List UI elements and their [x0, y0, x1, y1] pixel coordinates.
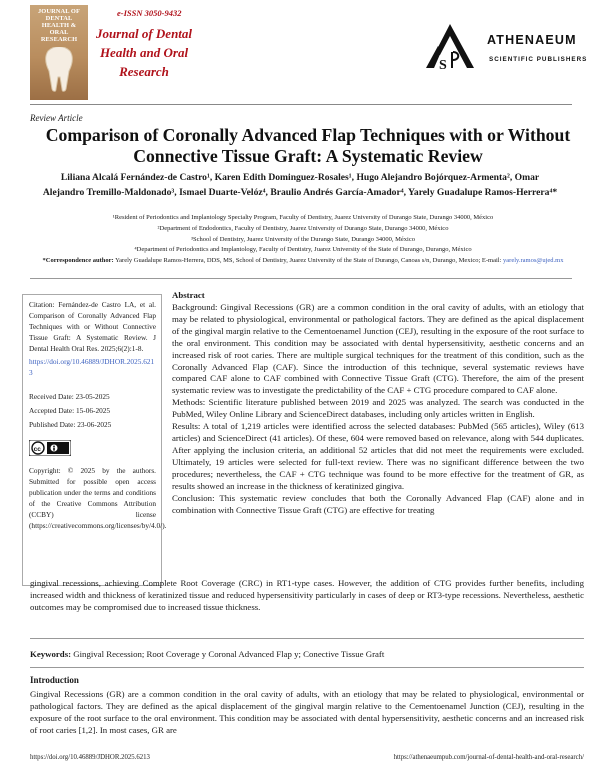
abstract-wide: [30, 577, 584, 613]
affiliation-1: ¹Resident of Periodontics and Implantology Specialty Program, Faculty of Dentistry, Juarez University of Durango State, Durango 34000, México: [112, 214, 494, 221]
keywords: [30, 649, 384, 659]
author-list: Liliana Alcalá Fernández-de Castro¹, Karen Edith Dominguez-Rosales¹, Hugo Alejandro Bojórquez-Armenta², Omar Alejandro Tremillo-Maldonado³, Ismael Duarte-Velóz⁴, Braulio Andrés García-Amador⁴, Yarely Guadalupe Ramos-Herrera⁴*: [42, 172, 558, 198]
cover-text: JOURNAL OF DENTAL HEALTH & ORAL RESEARCH: [37, 8, 80, 43]
footer-journal-url[interactable]: https://athenaeumpub.com/journal-of-dental-health-and-oral-research/: [393, 754, 584, 761]
footer-doi-link[interactable]: https://doi.org/10.46889/JDHOR.2025.6213: [30, 754, 150, 761]
athenaeum-logo-icon: [420, 22, 482, 70]
article-title: Comparison of Coronally Advanced Flap Techniques with or Without Connective Tissue Graft: A Systematic Review: [45, 125, 571, 166]
correspondence: [38, 256, 568, 267]
introduction: [30, 688, 584, 736]
abstract-results: Results: A total of 1,219 articles were identified across the selected databases: PubMed (565 articles), Wiley (613 articles) and ScienceDirect (41 articles). Of these, 604 were removed based on relevance, along with 544 duplicates. After applying the inclusion criteria, an additional 52 articles that did not meet the requirements were excluded. Ultimately, 19 articles were selected for full-text review. There was no significant difference between the two procedures; nevertheless, the CAF + CTG technique was found to be more effective for the treatment of GR, as results showed an increase in the thickness of keratinized gingiva.: [172, 421, 584, 491]
abstract-conclusion-end: gingival recessions, achieving Complete Root Coverage (CRC) in RT1-type cases. However, the addition of CTG provides further benefits, including increased width and thickness of keratinized tissue and reduced hypersensitivity particularly in cases of deep or RT3-type recessions. Nevertheless, aesthetic outcomes may be compromised due to increased tissue thickness.: [30, 578, 584, 612]
affiliation-3: ³School of Dentistry, Juarez University of the Durango State, Durango 34000, México: [191, 235, 415, 243]
correspondence-email-link[interactable]: yarely.ramos@ujed.mx: [503, 257, 564, 265]
accepted-date: Accepted Date: 15-06-2025: [29, 406, 111, 415]
affiliations: [38, 213, 568, 267]
abstract-methods: Methods: Scientific literature published between 2019 and 2025 was analyzed. The search was conducted in the PubMed, Wiley Online Library and ScienceDirect databases, including only articles written in English.: [172, 397, 584, 420]
doi-link[interactable]: https://doi.org/10.46889/JDHOR.2025.6213: [29, 357, 155, 377]
article-info-box: [22, 294, 167, 586]
keywords-label: Keywords:: [30, 649, 72, 659]
abstract-background: Background: Gingival Recessions (GR) are a common condition in the oral cavity of adults, with an etiology that may be related to physiological, environmental or pathological factors. They are defined as the apical displacement of the gingival margin relative to the Cementoenamel Junction (CEJ), resulting in the exposure of the root surface to the oral environment. This condition may be associated with dental hypersensitivity, aesthetic concerns and an increased risk of root caries. There are multiple surgical techniques for the treatment of this condition, such as the Coronally Advanced Flap (CAF). Since the introduction of this technique, several systematic reviews have compared CAF alone to CAF combined with Connective Tissue Graft (CTG). Therefore, the aim of the present systematic review was to investigate the predictability of the CAF + CTG procedure compared to CAF alone.: [172, 301, 584, 396]
journal-title: Journal of Dental Health and Oral Research: [95, 26, 193, 79]
page-footer: [30, 754, 584, 761]
creative-commons-icon: [29, 440, 71, 456]
abstract-heading: Abstract: [172, 290, 205, 300]
correspondence-text: Yarely Guadalupe Ramos-Herrera, DDS, MS, School of Dentistry, Juarez University of the State of Durango, Canoas s/n, Durango, Mexico; E-mail:: [115, 257, 502, 265]
abstract-conclusion-start: Conclusion: This systematic review concludes that both the Coronally Advanced Flap (CAF) alone and in combination with Connective Tissue Graft (CTG) are effective for treating: [172, 492, 584, 515]
tooth-icon: [44, 47, 74, 93]
publisher-subtitle: SCIENTIFIC PUBLISHERS: [489, 56, 588, 63]
introduction-text: Gingival Recessions (GR) are a common condition in the oral cavity of adults, with an etiology that may be related to physiological, environmental or pathological factors. They are defined as the apical displacement of the gingival margin relative to the Cementoenamel Junction (CEJ), resulting in the exposure of the root surface to the oral environment. This condition may be associated with dental hypersensitivity, aesthetic concerns and an increased risk of root caries [1,2]. In most cases, GR are: [30, 689, 584, 735]
journal-cover: [30, 5, 88, 100]
published-date: Published Date: 23-06-2025: [29, 420, 112, 429]
keywords-divider-top: [30, 638, 584, 639]
keywords-divider-bottom: [30, 667, 584, 668]
introduction-heading: Introduction: [30, 675, 79, 685]
affiliation-4: ⁴Department of Periodontics and Implantology, Faculty of Dentistry, Juarez University of the State of Durango, Durango, México: [134, 246, 472, 254]
svg-text:S: S: [439, 58, 447, 70]
svg-text:cc: cc: [33, 445, 41, 453]
article-type: Review Article: [30, 113, 83, 123]
publisher-name: ATHENAEUM: [487, 33, 577, 47]
affiliation-2: ²Department of Endodontics, Faculty of Dentistry, Juarez University of Durango State, Durango 34000, México: [157, 224, 449, 232]
keywords-text: Gingival Recession; Root Coverage y Coronal Advanced Flap y; Conective Tissue Graft: [73, 649, 385, 659]
citation-text: Citation: Fernández-de Castro LA, et al. Comparison of Coronally Advanced Flap Techniques with or Without Connective Tissue Graft: A Systematic Review. J Dental Health Oral Res. 2025;6(2):1-8.: [29, 300, 156, 353]
abstract: [172, 290, 584, 517]
copyright-text: Copyright: © 2025 by the authors. Submitted for possible open access publication under the terms and conditions of the Creative Commons Attribution (CCBY) license (https://creativecommons.org/licenses/by/4.0/).: [29, 466, 167, 530]
header-divider: [30, 104, 572, 105]
issn: e-ISSN 3050-9432: [117, 8, 182, 18]
title-divider: [30, 278, 572, 279]
correspondence-label: *Correspondence author:: [42, 257, 114, 265]
received-date: Received Date: 23-05-2025: [29, 392, 110, 401]
